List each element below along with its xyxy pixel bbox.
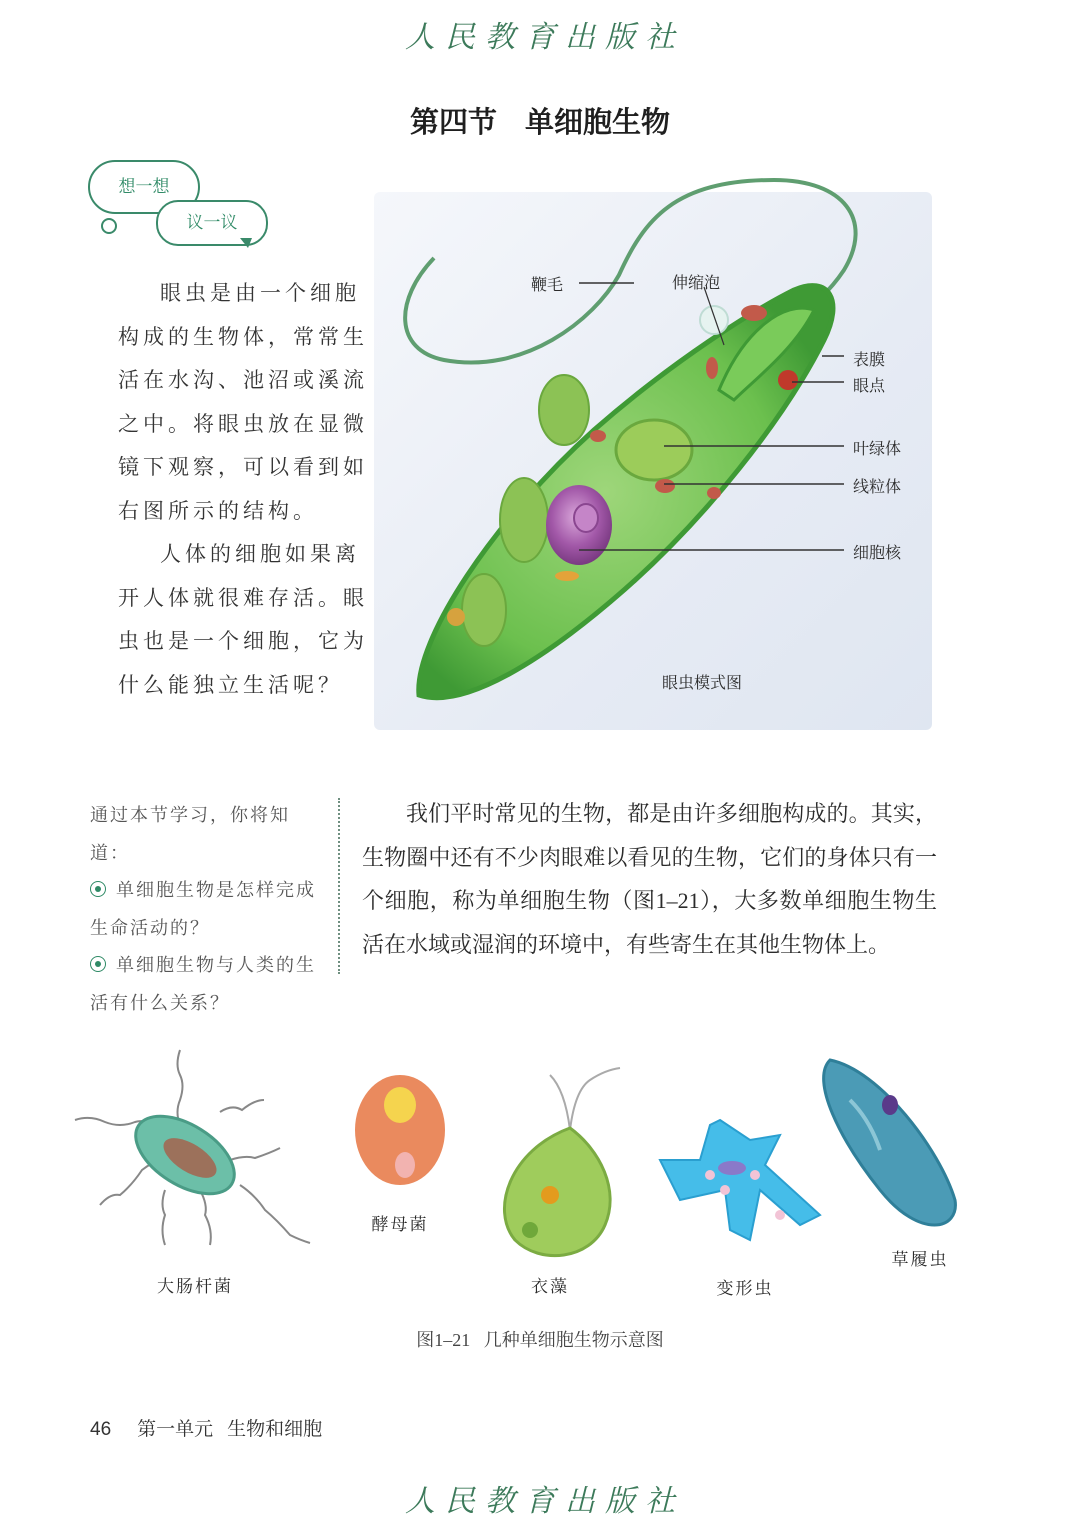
radio-bullet-icon xyxy=(90,881,106,897)
yeast-icon xyxy=(355,1075,445,1185)
paramecium-icon xyxy=(824,1060,956,1225)
label-contractile-vacuole: 伸缩泡 xyxy=(672,273,721,292)
think-bubble: 想一想 xyxy=(88,160,200,214)
label-chlamydomonas: 衣藻 xyxy=(531,1277,569,1297)
label-flagellum: 鞭毛 xyxy=(531,275,564,294)
section-name: 单细胞生物 xyxy=(525,105,671,139)
unit-title: 生物和细胞 xyxy=(227,1419,323,1440)
thought-dot-icon xyxy=(101,218,117,234)
euglena-caption: 眼虫模式图 xyxy=(662,673,743,692)
eyespot-icon xyxy=(778,370,798,390)
page-footer xyxy=(90,1414,322,1441)
objective-text: 单细胞生物与人类的生活有什么关系？ xyxy=(90,955,316,1014)
unit-label: 第一单元 xyxy=(137,1419,214,1440)
discuss-bubble: 议一议 xyxy=(156,200,268,246)
figure-caption xyxy=(0,1326,1080,1352)
intro-paragraph: 人体的细胞如果离开人体就很难存活。眼虫也是一个细胞，它为什么能独立生活呢？ xyxy=(118,542,368,697)
label-eyespot: 眼点 xyxy=(853,376,886,395)
speech-tail-icon xyxy=(240,238,252,248)
page-number: 46 xyxy=(90,1419,112,1440)
publisher-logo-top: 人民教育出版社 xyxy=(405,20,685,55)
radio-bullet-icon xyxy=(90,956,106,972)
objective-item xyxy=(90,872,326,947)
label-chloroplast: 叶绿体 xyxy=(853,439,902,458)
objective-text: 单细胞生物是怎样完成生命活动的？ xyxy=(90,880,316,939)
chlamydomonas-icon xyxy=(504,1068,620,1256)
euglena-illustration xyxy=(374,160,934,735)
e-coli-icon xyxy=(75,1050,310,1245)
dotted-divider xyxy=(338,798,340,974)
label-yeast: 酵母菌 xyxy=(371,1215,429,1235)
figure-title: 几种单细胞生物示意图 xyxy=(483,1330,664,1350)
section-number: 第四节 xyxy=(409,105,497,139)
label-paramecium: 草履虫 xyxy=(891,1250,949,1270)
mitochondrion-icon xyxy=(741,305,767,321)
amoeba-icon xyxy=(660,1120,820,1240)
label-mitochondrion: 线粒体 xyxy=(853,477,902,496)
chloroplast-icon xyxy=(616,420,692,480)
label-amoeba: 变形虫 xyxy=(716,1279,774,1299)
intro-text xyxy=(118,272,374,707)
label-pellicle: 表膜 xyxy=(853,350,886,369)
publisher-logo-bottom: 人民教育出版社 xyxy=(405,1484,685,1519)
figure-number: 图1–21 xyxy=(416,1330,471,1350)
single-cell-organisms-figure xyxy=(60,1040,980,1300)
objective-item xyxy=(90,947,326,1022)
contractile-vacuole-icon xyxy=(700,306,728,334)
main-paragraph: 我们平时常见的生物，都是由许多细胞构成的。其实，生物圈中还有不少肉眼难以看见的生物，它们的身体只有一个细胞，称为单细胞生物（图1–21），大多数单细胞生物生活在水域或湿润的环境中，有些寄生在其他生物体上。 xyxy=(362,801,937,957)
section-title xyxy=(0,100,1080,141)
learning-objectives xyxy=(90,797,326,1022)
main-body-text xyxy=(362,792,937,966)
intro-paragraph: 眼虫是由一个细胞构成的生物体，常常生活在水沟、池沼或溪流之中。将眼虫放在显微镜下观察，可以看到如右图所示的结构。 xyxy=(118,281,368,523)
objectives-heading: 通过本节学习，你将知道： xyxy=(90,805,290,864)
label-nucleus: 细胞核 xyxy=(853,543,902,562)
label-e-coli: 大肠杆菌 xyxy=(157,1277,233,1297)
